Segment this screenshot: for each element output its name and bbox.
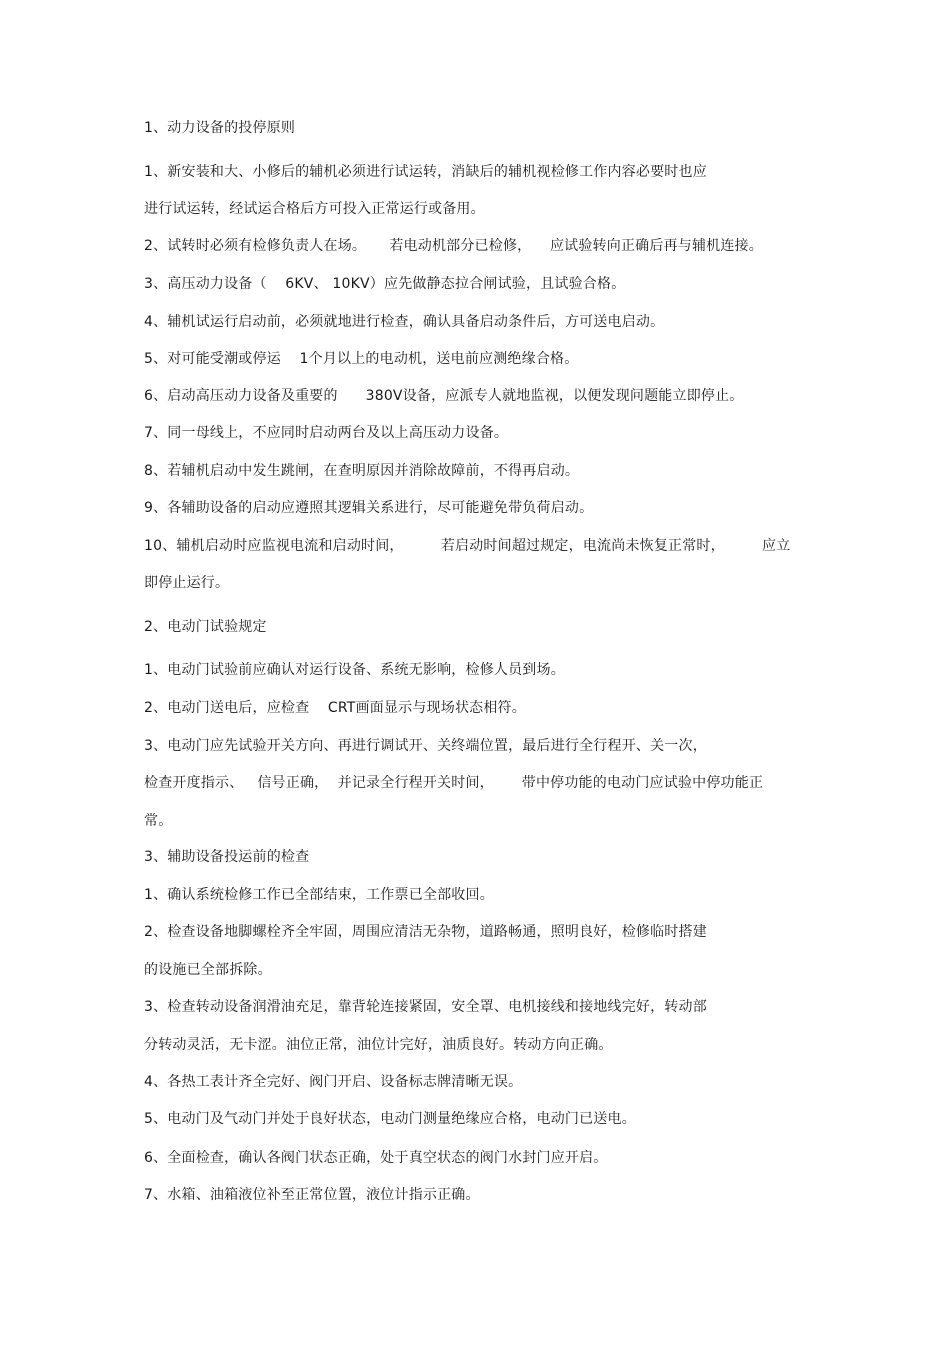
- section-heading-3: 3、辅助设备投运前的检查: [144, 849, 310, 865]
- paragraph-line: 2、电动门送电后，应检查 CRT画面显示与现场状态相符。: [144, 700, 526, 716]
- paragraph-line: 1、新安装和大、小修后的辅机必须进行试运转，消缺后的辅机视检修工作内容必要时也应: [144, 164, 707, 180]
- paragraph-line: 7、同一母线上，不应同时启动两台及以上高压动力设备。: [144, 425, 509, 441]
- paragraph-line: 8、若辅机启动中发生跳闸，在查明原因并消除故障前，不得再启动。: [144, 463, 580, 479]
- paragraph-line: 4、各热工表计齐全完好、阀门开启、设备标志牌清晰无误。: [144, 1074, 523, 1090]
- paragraph-line: 常。: [144, 813, 173, 829]
- section-heading-1: 1、动力设备的投停原则: [144, 120, 296, 136]
- paragraph-line: 2、试转时必须有检修负责人在场。 若电动机部分已检修， 应试验转向正确后再与辅机连接。: [144, 238, 763, 254]
- paragraph-line: 分转动灵活，无卡涩。油位正常，油位计完好，油质良好。转动方向正确。: [144, 1037, 613, 1053]
- paragraph-line: 4、辅机试运行启动前，必须就地进行检查，确认具备启动条件后，方可送电启动。: [144, 314, 665, 330]
- paragraph-line: 检查开度指示、 信号正确， 并记录全行程开关时间， 带中停功能的电动门应试验中停功能正: [144, 775, 764, 791]
- paragraph-line: 5、对可能受潮或停运 1个月以上的电动机，送电前应测绝缘合格。: [144, 351, 579, 367]
- paragraph-line: 6、启动高压动力设备及重要的 380V设备，应派专人就地监视，以便发现问题能立即停止。: [144, 388, 744, 404]
- paragraph-line: 即停止运行。: [144, 575, 230, 591]
- paragraph-line: 5、电动门及气动门并处于良好状态，电动门测量绝缘应合格，电动门已送电。: [144, 1111, 636, 1127]
- paragraph-line: 3、检查转动设备润滑油充足，靠背轮连接紧固，安全罩、电机接线和接地线完好，转动部: [144, 999, 707, 1015]
- paragraph-line: 3、电动门应先试验开关方向、再进行调试开、关终端位置，最后进行全行程开、关一次，: [144, 738, 707, 754]
- paragraph-line: 2、检查设备地脚螺栓齐全牢固，周围应清洁无杂物，道路畅通，照明良好，检修临时搭建: [144, 924, 707, 940]
- paragraph-line: 的设施已全部拆除。: [144, 962, 272, 978]
- section-heading-2: 2、电动门试验规定: [144, 619, 267, 635]
- paragraph-line: 3、高压动力设备（ 6KV、 10KV）应先做静态拉合闸试验，且试验合格。: [144, 276, 626, 292]
- paragraph-line: 1、确认系统检修工作已全部结束，工作票已全部收回。: [144, 887, 494, 903]
- paragraph-line: 进行试运转，经试运合格后方可投入正常运行或备用。: [144, 201, 485, 217]
- paragraph-line: 10、辅机启动时应监视电流和启动时间， 若启动时间超过规定，电流尚未恢复正常时， 应立: [144, 538, 791, 554]
- paragraph-line: 7、水箱、油箱液位补至正常位置，液位计指示正确。: [144, 1187, 480, 1203]
- paragraph-line: 6、全面检查，确认各阀门状态正确，处于真空状态的阀门水封门应开启。: [144, 1150, 608, 1166]
- paragraph-line: 9、各辅助设备的启动应遵照其逻辑关系进行，尽可能避免带负荷启动。: [144, 500, 594, 516]
- paragraph-line: 1、电动门试验前应确认对运行设备、系统无影响，检修人员到场。: [144, 662, 565, 678]
